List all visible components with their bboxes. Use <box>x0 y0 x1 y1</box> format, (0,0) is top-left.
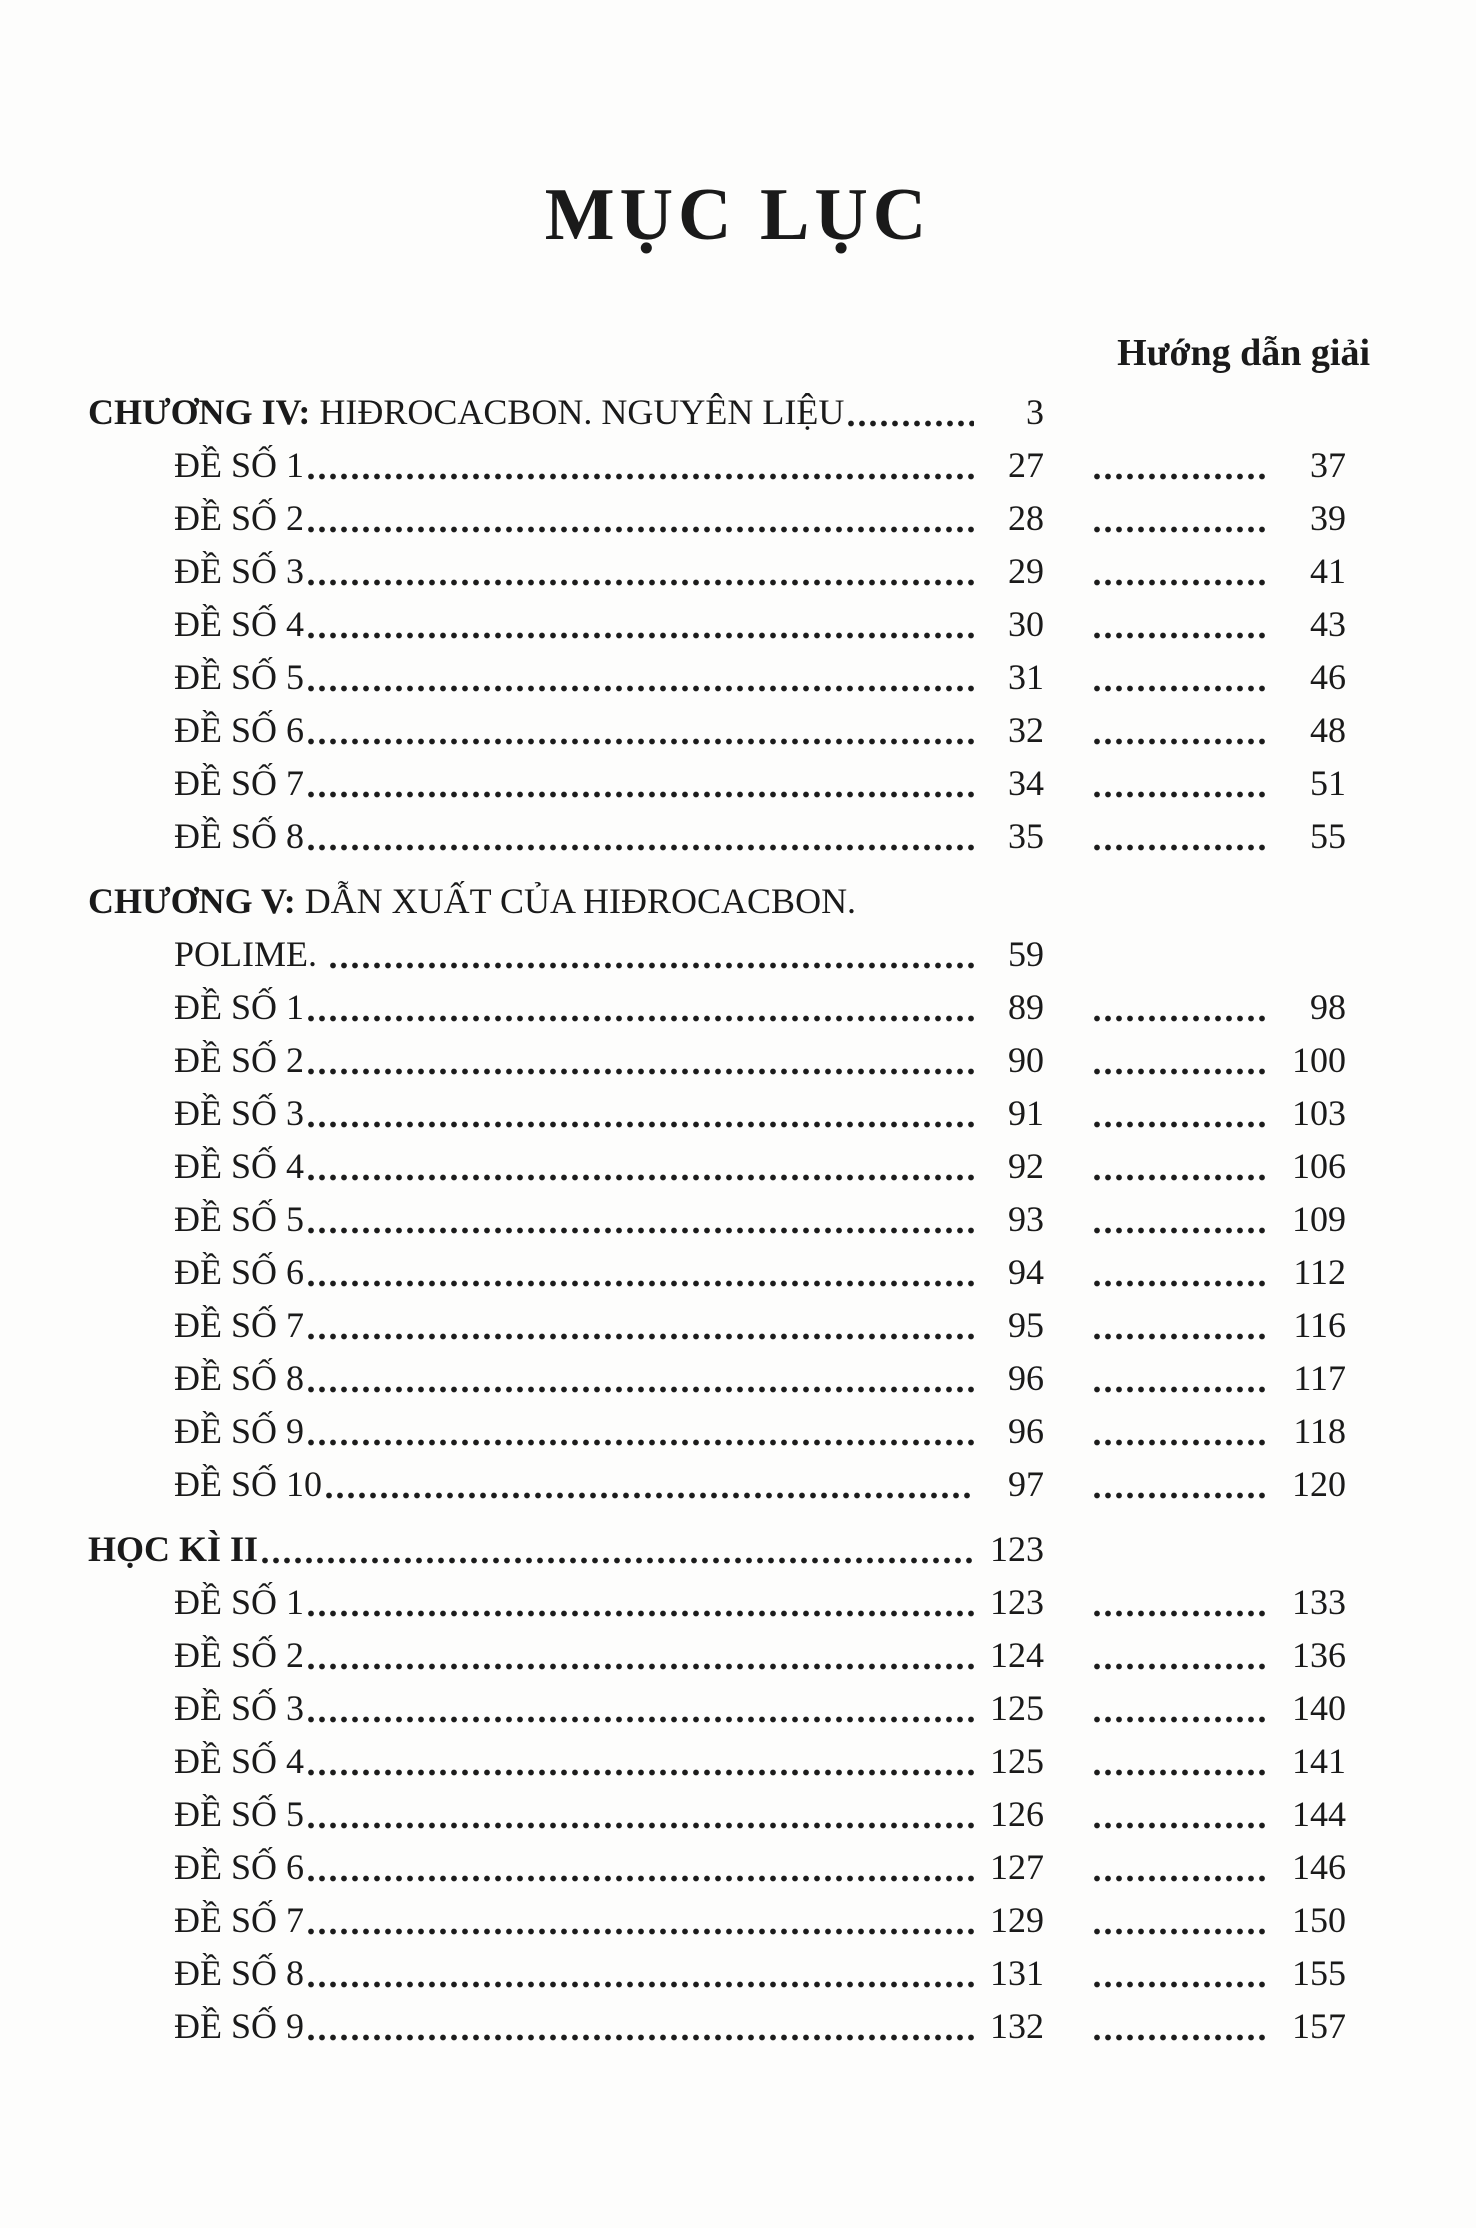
solution-cell <box>1090 810 1346 863</box>
toc-entry-row <box>88 1894 1346 1947</box>
row-left <box>88 1458 1044 1511</box>
page-number: 92 <box>1008 1145 1044 1186</box>
heading-rest-text: DẪN XUẤT CỦA HIĐROCACBON. <box>304 880 857 921</box>
page-number: 94 <box>1008 1251 1044 1292</box>
row-left <box>88 1682 1044 1735</box>
toc-entry-row <box>88 1352 1346 1405</box>
dot-leader <box>308 1822 974 1829</box>
page-number: 29 <box>1008 550 1044 591</box>
solution-cell <box>1090 492 1346 545</box>
page-number: 127 <box>990 1846 1044 1887</box>
solution-cell <box>1090 757 1346 810</box>
dot-leader <box>330 962 974 969</box>
dot-leader <box>848 420 974 427</box>
dot-leader <box>308 1174 974 1181</box>
solutions-column-header: Hướng dẫn giải <box>1117 331 1370 374</box>
row-left <box>88 1947 1044 2000</box>
entry-label: ĐỀ SỐ 3 <box>174 550 305 591</box>
row-left <box>88 757 1044 810</box>
dot-leader <box>308 1280 974 1287</box>
solution-dot-leader <box>1094 473 1268 480</box>
row-left <box>88 1523 1044 1576</box>
row-left <box>88 1841 1044 1894</box>
page-number: 123 <box>990 1581 1044 1622</box>
solution-page-number: 136 <box>1292 1634 1346 1675</box>
solution-dot-leader <box>1094 526 1268 533</box>
dot-leader <box>308 526 974 533</box>
page-number: 27 <box>1008 444 1044 485</box>
page-number: 95 <box>1008 1304 1044 1345</box>
heading-label <box>88 386 844 439</box>
solution-dot-leader <box>1094 1492 1268 1499</box>
dot-leader <box>308 844 974 851</box>
toc-entry-row <box>88 1193 1346 1246</box>
toc-entry-row <box>88 757 1346 810</box>
solution-cell <box>1090 2000 1346 2053</box>
toc-entry-row <box>88 1458 1346 1511</box>
row-left <box>88 1140 1044 1193</box>
entry-label: ĐỀ SỐ 2 <box>174 1039 305 1080</box>
solution-cell <box>1090 1788 1346 1841</box>
solution-page-number: 112 <box>1293 1251 1346 1292</box>
solution-page-number: 43 <box>1310 603 1346 644</box>
solution-dot-leader <box>1094 1015 1268 1022</box>
page-number: 123 <box>990 1528 1044 1569</box>
solution-cell <box>1090 1405 1346 1458</box>
toc-entry-row <box>88 492 1346 545</box>
solution-cell <box>1090 1576 1346 1629</box>
solution-dot-leader <box>1094 1280 1268 1287</box>
dot-leader <box>262 1557 974 1564</box>
solution-dot-leader <box>1094 1227 1268 1234</box>
entry-label: ĐỀ SỐ 8 <box>174 1952 305 1993</box>
row-left <box>88 1629 1044 1682</box>
solution-cell <box>1090 1193 1346 1246</box>
solution-dot-leader <box>1094 1174 1268 1181</box>
solution-cell <box>1090 439 1346 492</box>
toc-section-heading-row <box>88 875 1346 928</box>
entry-label: ĐỀ SỐ 10 <box>174 1463 323 1504</box>
solution-cell <box>1090 651 1346 704</box>
row-left <box>88 875 1044 928</box>
toc-entry-row <box>88 981 1346 1034</box>
toc-entry-row <box>88 704 1346 757</box>
solution-dot-leader <box>1094 632 1268 639</box>
solution-cell <box>1090 704 1346 757</box>
solution-dot-leader <box>1094 685 1268 692</box>
dot-leader <box>326 1492 974 1499</box>
dot-leader <box>308 632 974 639</box>
dot-leader <box>308 1875 974 1882</box>
row-left <box>88 545 1044 598</box>
row-left <box>88 1193 1044 1246</box>
entry-label: ĐỀ SỐ 4 <box>174 1740 305 1781</box>
entry-label: ĐỀ SỐ 8 <box>174 1357 305 1398</box>
toc-entry-row <box>88 545 1346 598</box>
toc-entry-row <box>88 1682 1346 1735</box>
solution-page-number: 155 <box>1292 1952 1346 1993</box>
dot-leader <box>308 1439 974 1446</box>
toc-entry-row <box>88 598 1346 651</box>
solution-page-number: 157 <box>1292 2005 1346 2046</box>
solution-dot-leader <box>1094 1068 1268 1075</box>
solution-cell <box>1090 1682 1346 1735</box>
solution-cell <box>1090 1352 1346 1405</box>
row-left <box>88 981 1044 1034</box>
page-number: 91 <box>1008 1092 1044 1133</box>
solution-page-number: 140 <box>1292 1687 1346 1728</box>
row-left <box>88 1299 1044 1352</box>
page-number: 124 <box>990 1634 1044 1675</box>
solution-page-number: 118 <box>1293 1410 1346 1451</box>
row-left <box>88 598 1044 651</box>
solution-page-number: 144 <box>1292 1793 1346 1834</box>
entry-label: ĐỀ SỐ 1 <box>174 1581 305 1622</box>
dot-leader <box>308 1121 974 1128</box>
entry-label: ĐỀ SỐ 6 <box>174 1846 305 1887</box>
solution-page-number: 117 <box>1293 1357 1346 1398</box>
page-number: 89 <box>1008 986 1044 1027</box>
solution-dot-leader <box>1094 1716 1268 1723</box>
entry-label: ĐỀ SỐ 5 <box>174 656 305 697</box>
toc-entry-row <box>88 1087 1346 1140</box>
toc-entry-row <box>88 1576 1346 1629</box>
page-number: 125 <box>990 1740 1044 1781</box>
solution-page-number: 46 <box>1310 656 1346 697</box>
heading-rest-text: HIĐROCACBON. NGUYÊN LIỆU <box>319 391 845 432</box>
entry-label: ĐỀ SỐ 7 <box>174 762 305 803</box>
page-number: 125 <box>990 1687 1044 1728</box>
row-left <box>88 1352 1044 1405</box>
dot-leader <box>308 473 974 480</box>
page-number: 96 <box>1008 1357 1044 1398</box>
solution-cell <box>1090 1458 1346 1511</box>
heading-bold-text: HỌC KÌ II <box>88 1528 259 1569</box>
dot-leader <box>308 738 974 745</box>
entry-label: ĐỀ SỐ 8 <box>174 815 305 856</box>
toc-entry-row <box>88 1947 1346 2000</box>
toc-entry-row <box>88 1629 1346 1682</box>
dot-leader <box>308 1610 974 1617</box>
solution-cell <box>1090 545 1346 598</box>
solution-dot-leader <box>1094 1981 1268 1988</box>
toc-entry-row <box>88 1841 1346 1894</box>
entry-label: ĐỀ SỐ 2 <box>174 1634 305 1675</box>
toc-entry-row <box>88 1299 1346 1352</box>
solution-dot-leader <box>1094 1875 1268 1882</box>
solution-cell <box>1090 1246 1346 1299</box>
toc-entry-row <box>88 1246 1346 1299</box>
solution-dot-leader <box>1094 2034 1268 2041</box>
dot-leader <box>308 1981 974 1988</box>
solution-dot-leader <box>1094 791 1268 798</box>
entry-label: ĐỀ SỐ 2 <box>174 497 305 538</box>
toc-entry-row <box>88 810 1346 863</box>
solution-page-number: 146 <box>1292 1846 1346 1887</box>
solution-dot-leader <box>1094 1928 1268 1935</box>
page-number: 3 <box>1026 391 1044 432</box>
row-left <box>88 2000 1044 2053</box>
page-number: 129 <box>990 1899 1044 1940</box>
toc-section-heading-row <box>88 386 1346 439</box>
dot-leader <box>308 1068 974 1075</box>
solution-cell <box>1090 1841 1346 1894</box>
dot-leader <box>308 2034 974 2041</box>
entry-label: ĐỀ SỐ 9 <box>174 1410 305 1451</box>
toc-entry-row <box>88 1405 1346 1458</box>
solution-page-number: 141 <box>1292 1740 1346 1781</box>
row-left <box>88 810 1044 863</box>
heading-bold-text: CHƯƠNG IV: <box>88 391 311 432</box>
dot-leader <box>308 1663 974 1670</box>
entry-label: ĐỀ SỐ 5 <box>174 1793 305 1834</box>
solution-cell <box>1090 1947 1346 2000</box>
dot-leader <box>308 791 974 798</box>
solution-page-number: 120 <box>1292 1463 1346 1504</box>
solution-dot-leader <box>1094 1663 1268 1670</box>
solution-cell <box>1090 1735 1346 1788</box>
toc-entry-row <box>88 1034 1346 1087</box>
solution-page-number: 41 <box>1310 550 1346 591</box>
solution-dot-leader <box>1094 1769 1268 1776</box>
solution-cell <box>1090 1629 1346 1682</box>
solution-page-number: 150 <box>1292 1899 1346 1940</box>
table-of-contents <box>88 386 1346 2053</box>
page-title: MỤC LỤC <box>544 173 932 256</box>
page-number: 28 <box>1008 497 1044 538</box>
dot-leader <box>308 1386 974 1393</box>
entry-label: POLIME. <box>174 933 326 974</box>
toc-entry-row <box>88 1788 1346 1841</box>
solution-page-number: 37 <box>1310 444 1346 485</box>
solution-cell <box>1090 1034 1346 1087</box>
dot-leader <box>308 1015 974 1022</box>
dot-leader <box>308 685 974 692</box>
dot-leader <box>308 579 974 586</box>
page-number: 90 <box>1008 1039 1044 1080</box>
page-number: 132 <box>990 2005 1044 2046</box>
page-number: 97 <box>1008 1463 1044 1504</box>
entry-label: ĐỀ SỐ 3 <box>174 1092 305 1133</box>
entry-label: ĐỀ SỐ 7 <box>174 1899 305 1940</box>
entry-label: ĐỀ SỐ 7 <box>174 1304 305 1345</box>
entry-label: ĐỀ SỐ 5 <box>174 1198 305 1239</box>
solution-page-number: 133 <box>1292 1581 1346 1622</box>
row-left <box>88 928 1044 981</box>
solution-dot-leader <box>1094 1822 1268 1829</box>
solution-page-number: 55 <box>1310 815 1346 856</box>
solution-page-number: 109 <box>1292 1198 1346 1239</box>
dot-leader <box>308 1333 974 1340</box>
toc-entry-row <box>88 651 1346 704</box>
toc-entry-row <box>88 1735 1346 1788</box>
solution-dot-leader <box>1094 579 1268 586</box>
solution-page-number: 98 <box>1310 986 1346 1027</box>
entry-label: ĐỀ SỐ 1 <box>174 986 305 1027</box>
entry-label: ĐỀ SỐ 4 <box>174 603 305 644</box>
toc-entry-row <box>88 1140 1346 1193</box>
solution-cell <box>1090 1087 1346 1140</box>
page-number: 31 <box>1008 656 1044 697</box>
solution-page-number: 103 <box>1292 1092 1346 1133</box>
solution-cell <box>1090 981 1346 1034</box>
solution-dot-leader <box>1094 1386 1268 1393</box>
solution-page-number: 100 <box>1292 1039 1346 1080</box>
heading-label <box>88 875 856 928</box>
row-left <box>88 1576 1044 1629</box>
solution-page-number: 39 <box>1310 497 1346 538</box>
solution-dot-leader <box>1094 1439 1268 1446</box>
dot-leader <box>308 1769 974 1776</box>
page-number: 96 <box>1008 1410 1044 1451</box>
page-number: 131 <box>990 1952 1044 1993</box>
dot-leader <box>308 1227 974 1234</box>
page-number: 93 <box>1008 1198 1044 1239</box>
solution-dot-leader <box>1094 844 1268 851</box>
solution-page-number: 51 <box>1310 762 1346 803</box>
row-left <box>88 492 1044 545</box>
solution-dot-leader <box>1094 1610 1268 1617</box>
page-number: 35 <box>1008 815 1044 856</box>
page-number: 32 <box>1008 709 1044 750</box>
page-number: 59 <box>1008 933 1044 974</box>
entry-label: ĐỀ SỐ 6 <box>174 1251 305 1292</box>
row-left <box>88 1087 1044 1140</box>
row-left <box>88 1894 1044 1947</box>
heading-label <box>88 1523 258 1576</box>
toc-section-heading-row <box>88 1523 1346 1576</box>
solution-cell <box>1090 1140 1346 1193</box>
entry-label: ĐỀ SỐ 6 <box>174 709 305 750</box>
row-left <box>88 439 1044 492</box>
solution-dot-leader <box>1094 1333 1268 1340</box>
row-left <box>88 704 1044 757</box>
entry-label: ĐỀ SỐ 1 <box>174 444 305 485</box>
solution-page-number: 106 <box>1292 1145 1346 1186</box>
page-number: 126 <box>990 1793 1044 1834</box>
dot-leader <box>308 1928 974 1935</box>
row-left <box>88 1735 1044 1788</box>
page-number: 34 <box>1008 762 1044 803</box>
toc-entry-row <box>88 439 1346 492</box>
row-left <box>88 1034 1044 1087</box>
row-left <box>88 1405 1044 1458</box>
toc-entry-row <box>88 2000 1346 2053</box>
solution-cell <box>1090 1894 1346 1947</box>
row-left <box>88 651 1044 704</box>
toc-entry-row <box>88 928 1346 981</box>
solution-dot-leader <box>1094 738 1268 745</box>
entry-label: ĐỀ SỐ 9 <box>174 2005 305 2046</box>
solution-page-number: 48 <box>1310 709 1346 750</box>
row-left <box>88 1788 1044 1841</box>
solution-cell <box>1090 598 1346 651</box>
heading-bold-text: CHƯƠNG V: <box>88 880 296 921</box>
row-left <box>88 386 1044 439</box>
entry-label: ĐỀ SỐ 4 <box>174 1145 305 1186</box>
row-left <box>88 1246 1044 1299</box>
solution-dot-leader <box>1094 1121 1268 1128</box>
solution-page-number: 116 <box>1293 1304 1346 1345</box>
solution-cell <box>1090 1299 1346 1352</box>
dot-leader <box>308 1716 974 1723</box>
entry-label: ĐỀ SỐ 3 <box>174 1687 305 1728</box>
page-number: 30 <box>1008 603 1044 644</box>
